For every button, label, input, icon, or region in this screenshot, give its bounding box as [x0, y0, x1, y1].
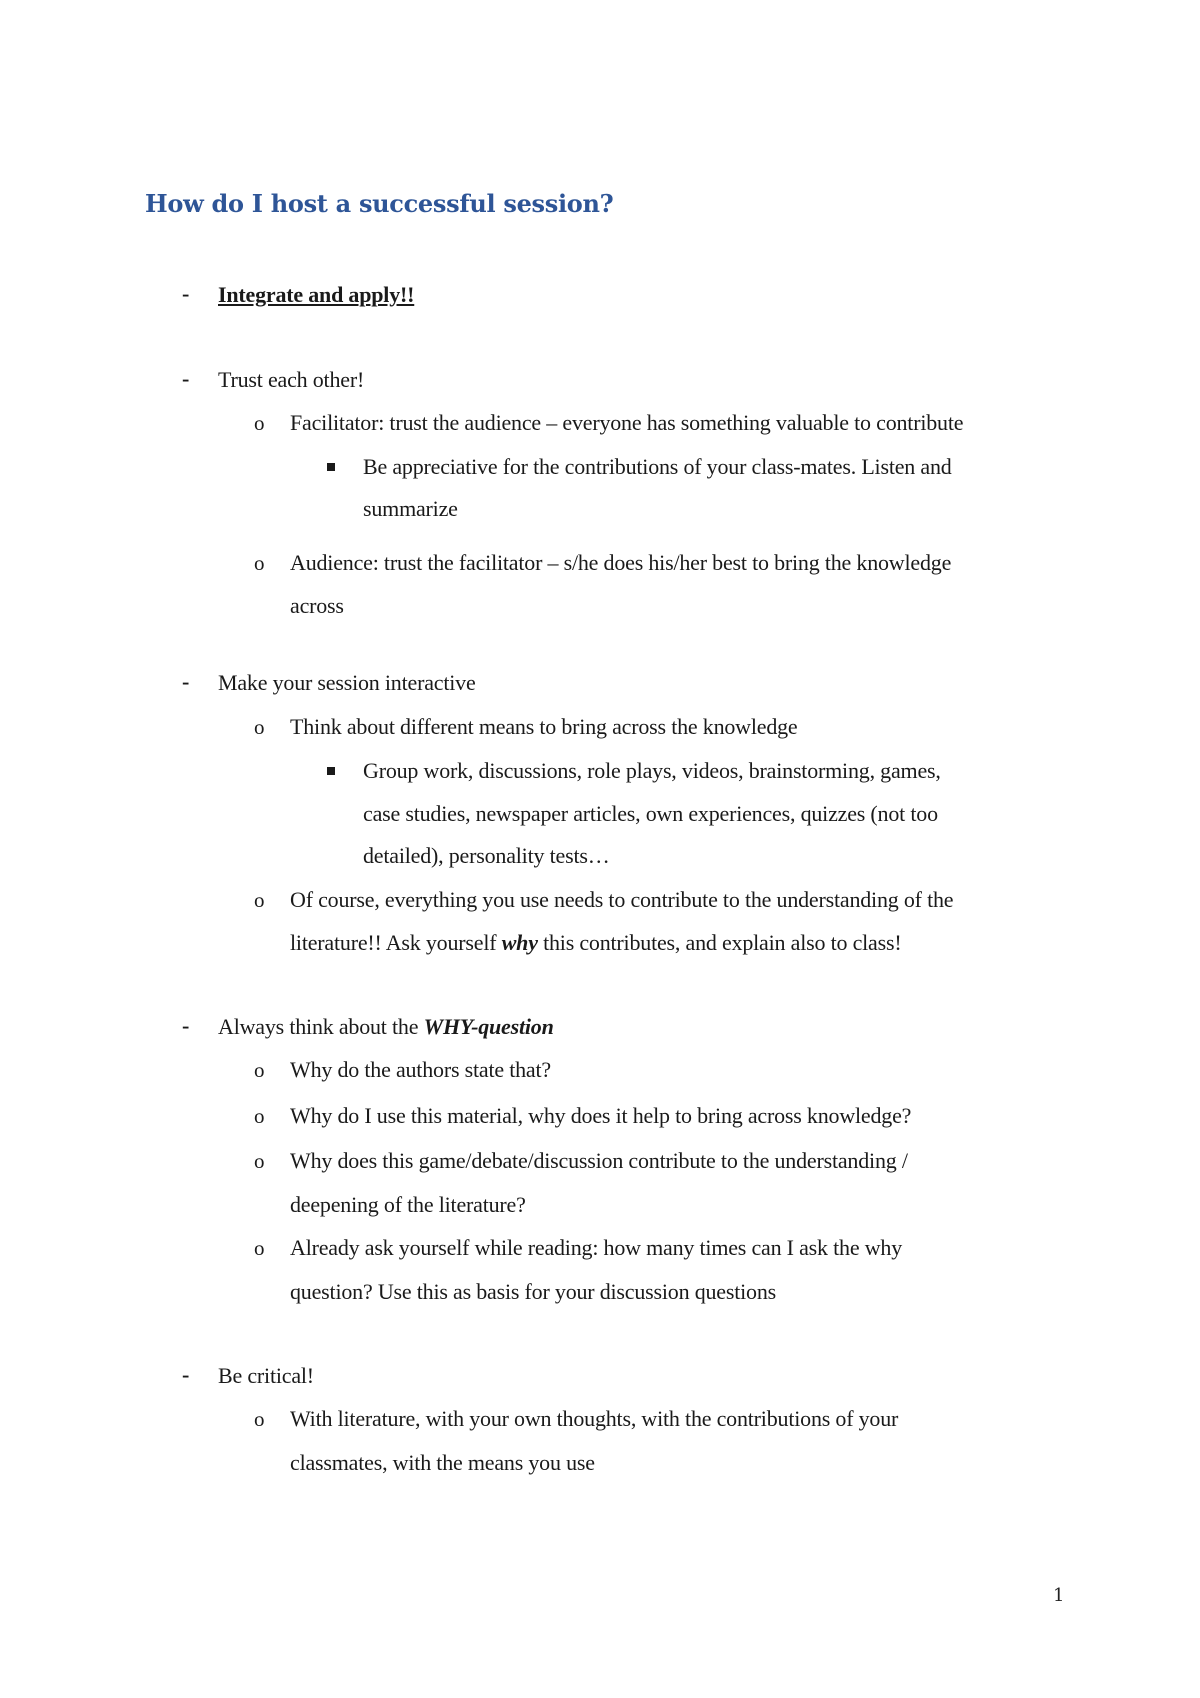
- trust-audience-line-2: across: [290, 593, 344, 618]
- circle-bullet: o: [254, 1058, 265, 1082]
- circle-bullet: o: [254, 1104, 265, 1128]
- interactive-group-line-2: case studies, newspaper articles, own experiences, quizzes (not too: [363, 801, 938, 826]
- dash-bullet: -: [182, 366, 190, 391]
- critical-heading: Be critical!: [218, 1363, 314, 1388]
- trust-heading: Trust each other!: [218, 367, 365, 392]
- critical-with-line-1: With literature, with your own thoughts, with the contributions of your: [290, 1406, 899, 1431]
- critical-with-line-2: classmates, with the means you use: [290, 1450, 595, 1475]
- circle-bullet: o: [254, 411, 265, 435]
- trust-appreciate-line-1: Be appreciative for the contributions of your class-mates. Listen and: [363, 454, 952, 479]
- why-emphasis: why: [501, 930, 538, 955]
- trust-appreciate-line-2: summarize: [363, 496, 458, 521]
- why-game-line-1: Why does this game/debate/discussion contribute to the understanding /: [290, 1148, 908, 1173]
- dash-bullet: -: [182, 1362, 190, 1387]
- why-game-line-2: deepening of the literature?: [290, 1192, 526, 1217]
- course-text-a: literature!! Ask yourself: [290, 930, 502, 955]
- why-authors: Why do the authors state that?: [290, 1057, 551, 1082]
- integrate-heading: Integrate and apply!!: [218, 282, 415, 307]
- course-text-c: this contributes, and explain also to class!: [537, 930, 902, 955]
- why-heading: [218, 1016, 554, 1038]
- circle-bullet: o: [254, 1149, 265, 1173]
- interactive-means: Think about different means to bring across the knowledge: [290, 714, 798, 739]
- dash-bullet: -: [182, 1013, 190, 1038]
- interactive-course-line-1: Of course, everything you use needs to contribute to the understanding of the: [290, 887, 954, 912]
- square-bullet-icon: [327, 767, 335, 775]
- circle-bullet: o: [254, 715, 265, 739]
- circle-bullet: o: [254, 1236, 265, 1260]
- why-question-emphasis: WHY-question: [423, 1014, 554, 1039]
- square-bullet-icon: [327, 463, 335, 471]
- circle-bullet: o: [254, 1407, 265, 1431]
- why-heading-text: Always think about the: [218, 1014, 424, 1039]
- interactive-course-line-2: [290, 932, 901, 954]
- interactive-group-line-3: detailed), personality tests…: [363, 843, 610, 868]
- interactive-group-line-1: Group work, discussions, role plays, videos, brainstorming, games,: [363, 758, 941, 783]
- why-reading-line-2: question? Use this as basis for your discussion questions: [290, 1279, 777, 1304]
- circle-bullet: o: [254, 888, 265, 912]
- interactive-heading: Make your session interactive: [218, 670, 476, 695]
- why-reading-line-1: Already ask yourself while reading: how many times can I ask the why: [290, 1235, 903, 1260]
- dash-bullet: -: [182, 281, 190, 306]
- circle-bullet: o: [254, 551, 265, 575]
- page-title: How do I host a successful session?: [145, 189, 614, 218]
- dash-bullet: -: [182, 669, 190, 694]
- page-number: 1: [1053, 1585, 1065, 1606]
- trust-facilitator: Facilitator: trust the audience – everyone has something valuable to contribute: [290, 410, 964, 435]
- why-material: Why do I use this material, why does it help to bring across knowledge?: [290, 1103, 912, 1128]
- trust-audience-line-1: Audience: trust the facilitator – s/he does his/her best to bring the knowledge: [290, 550, 952, 575]
